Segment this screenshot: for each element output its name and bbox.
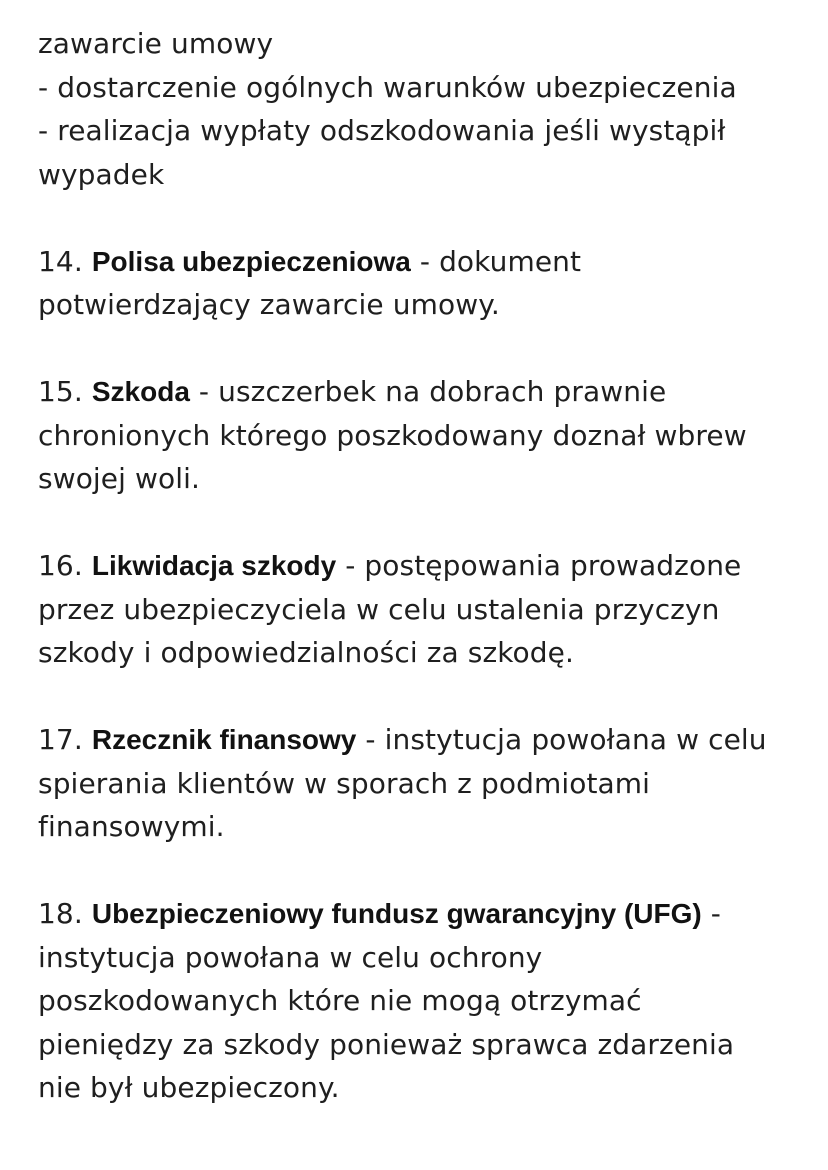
- definition-line: pieniędzy za szkody ponieważ sprawca zdarzenia: [38, 1027, 735, 1061]
- document-page: [38, 22, 808, 1110]
- definition-line: przez ubezpieczyciela w celu ustalenia przyczyn: [38, 592, 720, 626]
- definition-14: [38, 240, 808, 327]
- definition-line: spierania klientów w sporach z podmiotami: [38, 766, 651, 800]
- definition-number: 18.: [38, 897, 83, 930]
- definition-line: instytucja powołana w celu ochrony: [38, 940, 543, 974]
- definition-number: 17.: [38, 723, 83, 756]
- definition-line: nie był ubezpieczony.: [38, 1071, 340, 1104]
- definition-text: - postępowania prowadzone: [345, 549, 742, 582]
- intro-section: [38, 22, 808, 196]
- definition-line: chronionych którego poszkodowany doznał wbrew: [38, 418, 747, 452]
- definition-term: Rzecznik finansowy: [91, 724, 357, 755]
- definition-term: Ubezpieczeniowy fundusz gwarancyjny (UFG): [91, 898, 702, 929]
- definition-first-line: [38, 544, 808, 588]
- definition-first-line: [38, 370, 808, 414]
- definition-term: Szkoda: [91, 376, 190, 407]
- definition-text: - uszczerbek na dobrach prawnie: [198, 375, 667, 408]
- definition-text: - instytucja powołana w celu: [365, 723, 767, 756]
- definition-first-line: [38, 718, 808, 762]
- definition-term: Polisa ubezpieczeniowa: [91, 245, 411, 277]
- paragraph-gap: [38, 327, 808, 371]
- definition-term: Likwidacja szkody: [91, 550, 337, 581]
- intro-line: zawarcie umowy: [38, 27, 274, 60]
- definition-line: swojej woli.: [38, 462, 200, 495]
- definition-number: 15.: [38, 375, 83, 408]
- paragraph-gap: [38, 849, 808, 893]
- definition-15: [38, 370, 808, 501]
- definition-text: - dokument: [419, 244, 582, 278]
- definition-first-line: [38, 892, 808, 936]
- definition-number: 16.: [38, 549, 83, 582]
- intro-line: - realizacja wypłaty odszkodowania jeśli wystąpił: [38, 114, 726, 147]
- definition-line: poszkodowanych które nie mogą otrzymać: [38, 984, 642, 1017]
- intro-line: - dostarczenie ogólnych warunków ubezpieczenia: [38, 70, 737, 104]
- definition-16: [38, 544, 808, 675]
- paragraph-gap: [38, 675, 808, 719]
- definition-line: szkody i odpowiedzialności za szkodę.: [38, 636, 574, 669]
- paragraph-gap: [38, 501, 808, 545]
- definition-first-line: [38, 240, 808, 284]
- intro-line: wypadek: [38, 157, 165, 191]
- definition-line: finansowymi.: [38, 810, 225, 843]
- definition-text: -: [710, 897, 721, 930]
- paragraph-gap: [38, 196, 808, 240]
- definition-18: [38, 892, 808, 1110]
- definition-17: [38, 718, 808, 849]
- definition-number: 14.: [38, 244, 83, 278]
- definition-line: potwierdzający zawarcie umowy.: [38, 288, 500, 321]
